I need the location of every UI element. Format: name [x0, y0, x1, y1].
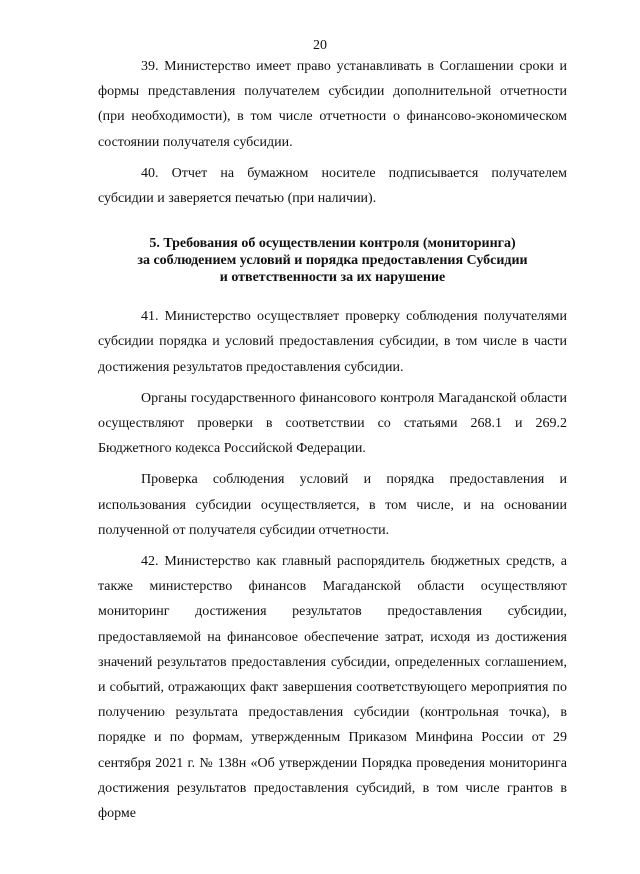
section-heading-line-1: 5. Требования об осуществлении контроля (мониторинга): [149, 236, 516, 252]
page-number: 20: [313, 38, 327, 53]
document-body: [98, 54, 567, 826]
paragraph-41: 41. Министерство осуществляет проверку соблюдения получателями субсидии порядка и условий предоставления субсидии, в том числе в части достижения результатов предоставления субсидии.: [98, 309, 567, 375]
paragraph-39: 39. Министерство имеет право устанавливать в Соглашении сроки и формы представления получателем субсидии дополнительной отчетности (при необходимости), в том числе отчетности о финансово-экономическом состоянии получателя субсидии.: [98, 59, 567, 150]
section-heading: [98, 235, 567, 286]
paragraph-40: 40. Отчет на бумажном носителе подписывается получателем субсидии и заверяется печатью (при наличии).: [98, 165, 567, 207]
paragraph-control-bodies: Органы государственного финансового контроля Магаданской области осуществляют проверки в соответствии со статьями 268.1 и 269.2 Бюджетного кодекса Российской Федерации.: [98, 390, 567, 457]
paragraph-verification: Проверка соблюдения условий и порядка предоставления и использования субсидии осуществляется, в том числе, и на основании полученной от получателя субсидии отчетности.: [98, 472, 567, 538]
section-heading-line-3: и ответственности за их нарушение: [219, 270, 446, 286]
paragraph-42: 42. Министерство как главный распорядитель бюджетных средств, а также министерство финансов Магаданской области осуществляют мониторинг достижения результатов предоставления субсидии, предоставляемой на финансовое обеспечение затрат, исходя из достижения значений результатов предоставления субсидии, определенных соглашением, и событий, отражающих факт завершения соответствующего мероприятия по получению результата предоставления субсидии (контрольная точка), в порядке и по формам, утвержденным Приказом Минфина России от 29 сентября 2021 г. № 138н «Об утверждении Порядка проведения мониторинга достижения результатов предоставления субсидий, в том числе грантов в форме: [98, 554, 567, 822]
section-heading-line-2: за соблюдением условий и порядка предоставления Субсидии: [137, 253, 528, 269]
